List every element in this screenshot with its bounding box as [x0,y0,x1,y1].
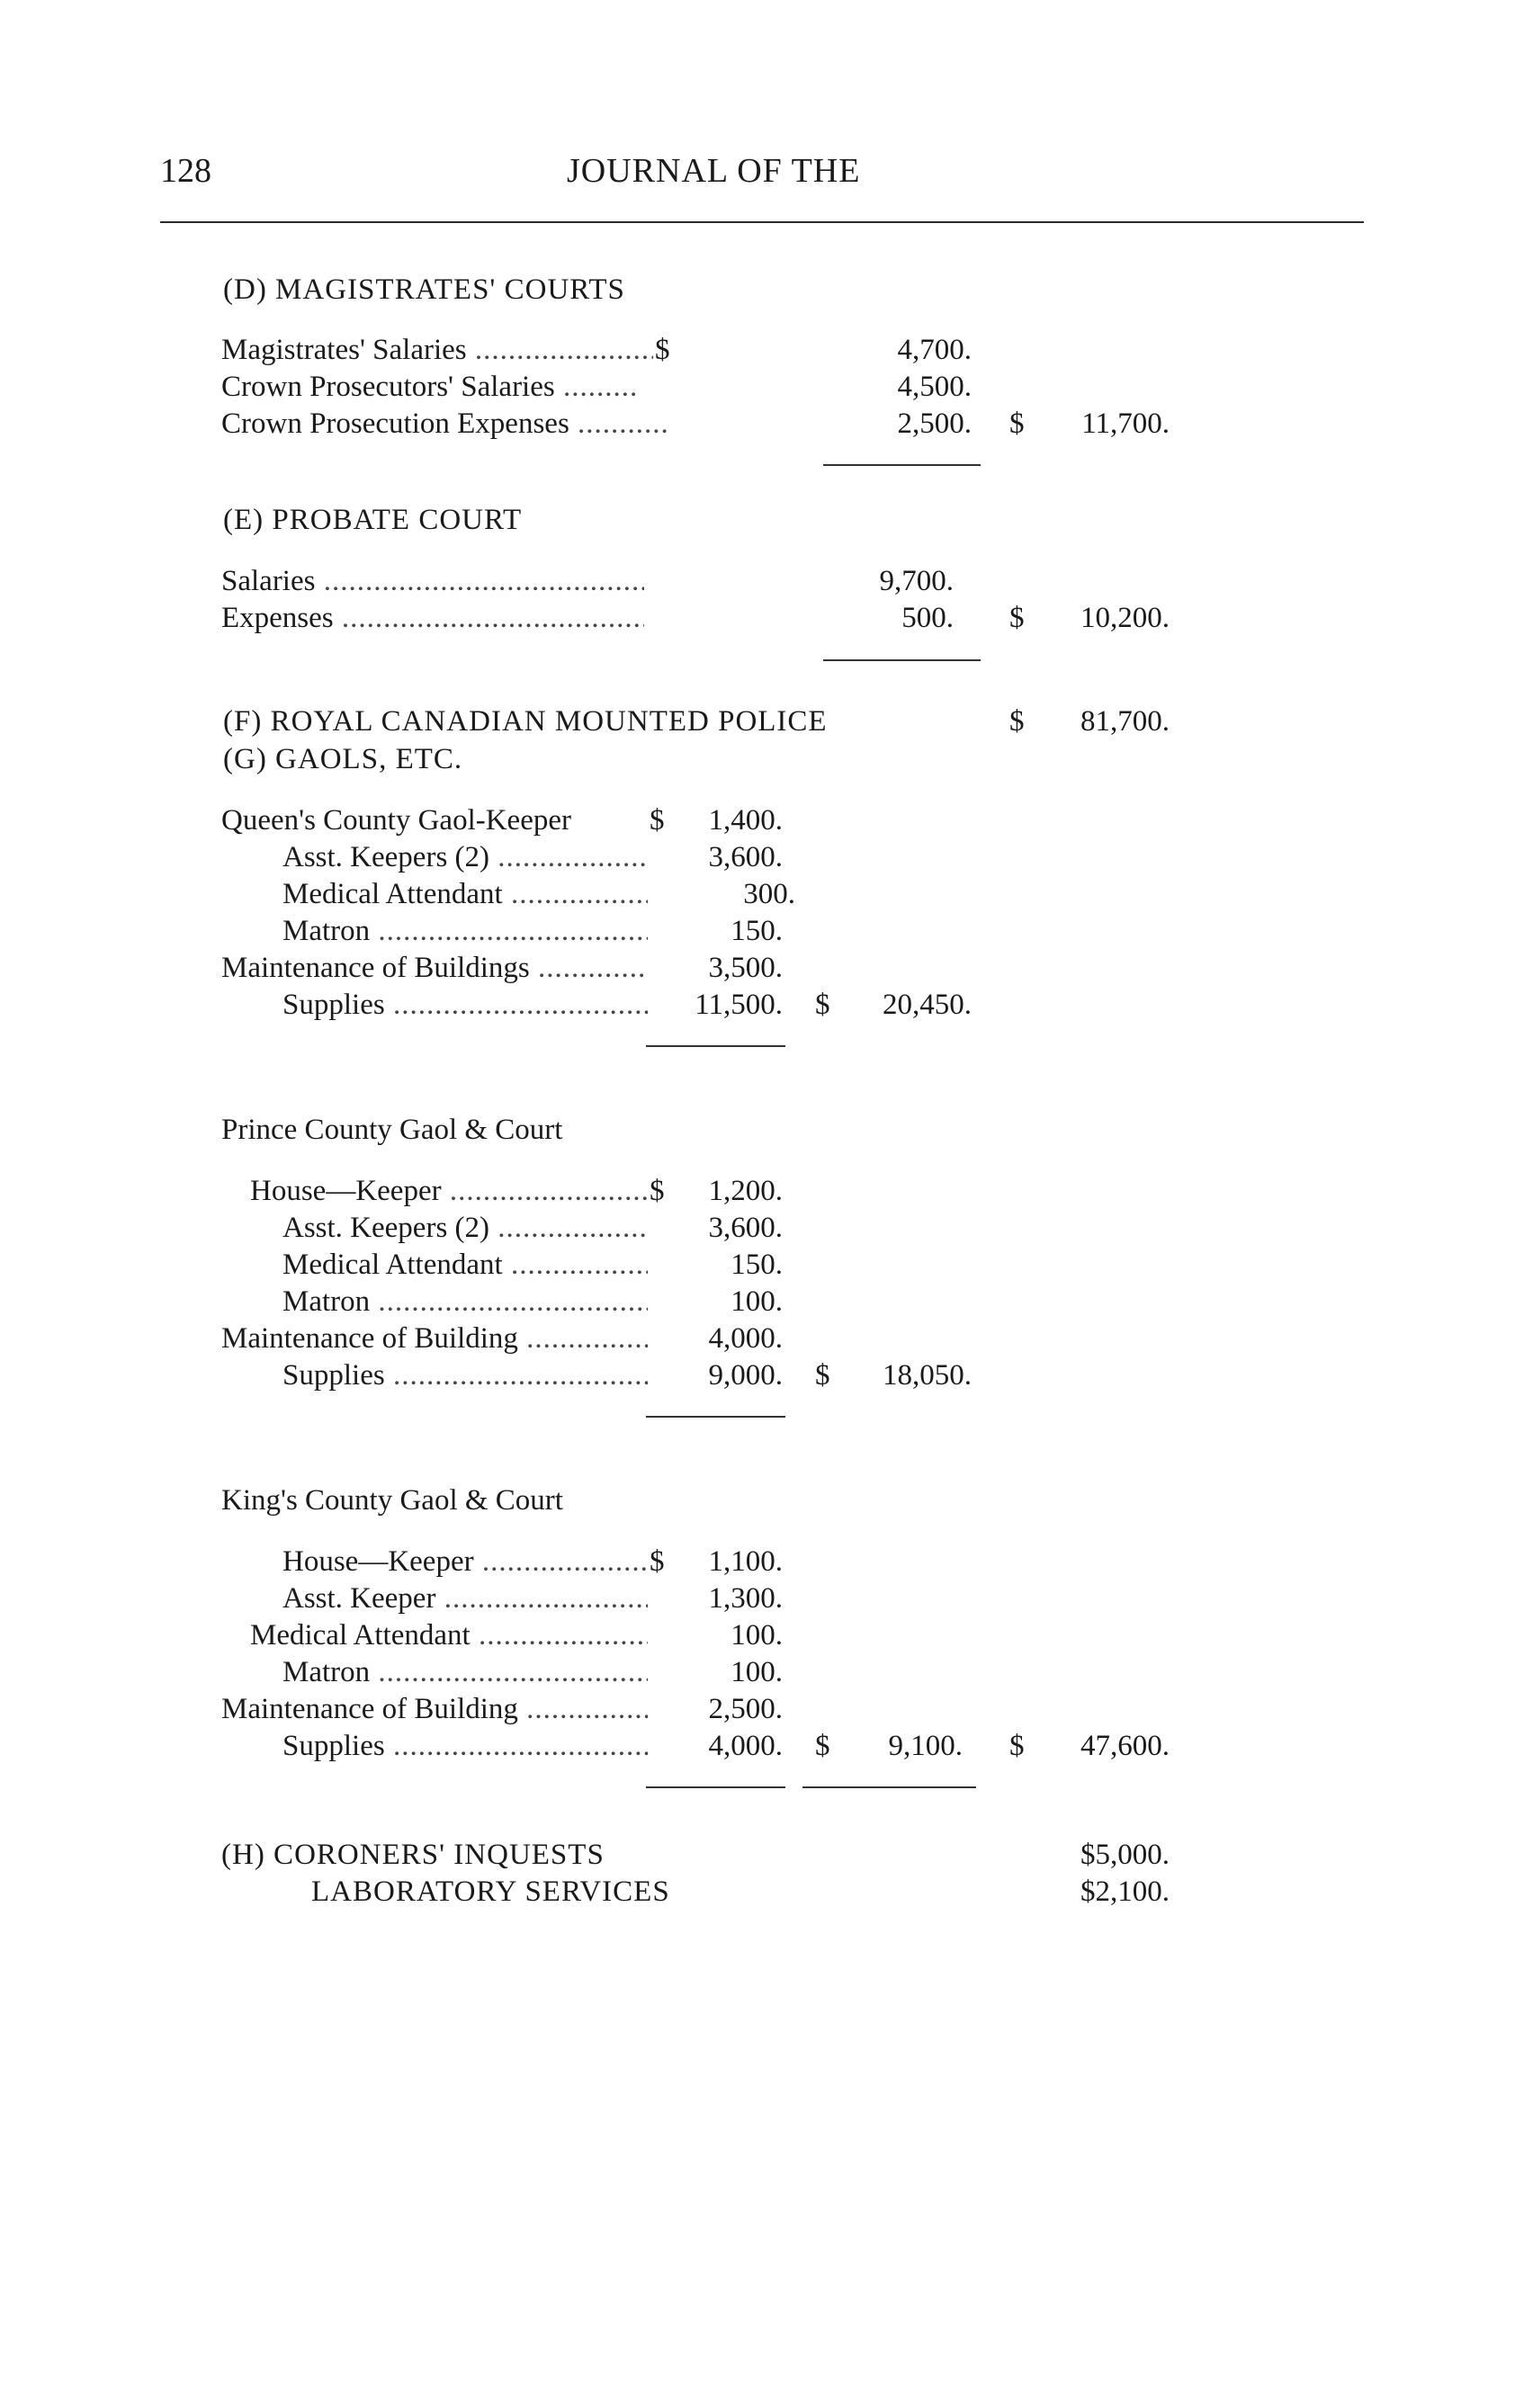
queens-row-amount: 3,500. [708,952,783,984]
kings-row-label: Asst. Keeper ..... [282,1582,648,1616]
prince-row-dollar: $ [650,1175,665,1207]
e-row-amount: 9,700. [879,565,954,597]
queens-row-label: Asst. Keepers (2) ..... [282,841,648,874]
page-number: 128 [160,152,211,190]
h-amount: $5,000. [1080,1839,1170,1871]
section-g-heading: (G) GAOLS, ETC. [223,743,463,775]
kings-row-label: Matron ..... [282,1656,648,1689]
e-sum-rule [823,659,981,661]
kings-row-label: Medical Attendant ..... [250,1619,648,1652]
queens-row-amount: 1,400. [708,804,783,837]
d-total: 11,700. [1081,407,1170,440]
prince-row-label: Medical Attendant ..... [282,1249,648,1282]
section-h-heading: (H) CORONERS' INQUESTS [221,1839,605,1871]
prince-row-label: Asst. Keepers (2) ..... [282,1212,648,1245]
prince-subtotal: 18,050. [883,1359,972,1392]
queens-row-label: Supplies ..... [282,989,648,1022]
d-total-dollar: $ [1009,407,1025,440]
queens-row-label: Queen's County Gaol-Keeper [221,804,571,837]
kings-row-amount: 100. [731,1656,783,1688]
kings-row-amount: 1,100. [708,1545,783,1578]
h-amount-2: $2,100. [1080,1875,1170,1908]
kings-row-amount: 1,300. [708,1582,783,1615]
prince-row-amount: 100. [731,1285,783,1318]
kings-subtotal: 9,100. [888,1730,963,1762]
kings-row-label: House—Keeper ..... [282,1545,648,1579]
queens-row-dollar: $ [650,804,665,837]
d-row-label: Magistrates' Salaries ..... [221,334,653,367]
d-row-label: Crown Prosecution Expenses ..... [221,407,671,441]
kings-subtotal-dollar: $ [815,1730,830,1762]
prince-heading: Prince County Gaol & Court [221,1114,563,1146]
e-total: 10,200. [1080,602,1170,634]
queens-row-label: Matron ..... [282,915,648,948]
queens-row-amount: 150. [731,915,783,947]
section-d-heading: (D) MAGISTRATES' COURTS [223,273,625,306]
e-row-amount: 500. [901,602,954,634]
section-e-heading: (E) PROBATE COURT [223,504,523,536]
queens-subtotal-dollar: $ [815,989,830,1021]
prince-subtotal-dollar: $ [815,1359,830,1392]
page-title: JOURNAL OF THE [567,152,861,190]
queens-sum-rule [646,1045,785,1047]
kings-total: 47,600. [1080,1730,1170,1762]
kings-row-amount: 100. [731,1619,783,1652]
prince-row-amount: 4,000. [708,1322,783,1355]
g-total-rule [802,1786,976,1788]
kings-row-label: Maintenance of Building ..... [221,1693,648,1726]
kings-total-dollar: $ [1009,1730,1025,1762]
kings-heading: King's County Gaol & Court [221,1484,563,1517]
d-row-label: Crown Prosecutors' Salaries ..... [221,371,635,404]
d-row-amount: 4,700. [897,334,972,366]
prince-row-label: House—Keeper ..... [250,1175,648,1208]
queens-row-amount: 11,500. [695,989,783,1021]
f-total: 81,700. [1080,705,1170,738]
prince-row-label: Matron ..... [282,1285,648,1319]
prince-row-amount: 1,200. [708,1175,783,1207]
d-row-amount: 4,500. [897,371,972,403]
prince-row-label: Supplies ..... [282,1359,648,1392]
prince-row-amount: 9,000. [708,1359,783,1392]
queens-row-amount: 3,600. [708,841,783,873]
e-row-label: Expenses ..... [221,602,644,635]
kings-sum-rule [646,1786,785,1788]
e-row-label: Salaries ..... [221,565,644,598]
queens-row-label: Maintenance of Buildings ..... [221,952,648,985]
kings-row-dollar: $ [650,1545,665,1578]
prince-sum-rule [646,1416,785,1418]
d-row-dollar: $ [655,334,670,366]
laboratory-heading: LABORATORY SERVICES [311,1875,670,1908]
kings-row-amount: 2,500. [708,1693,783,1725]
e-total-dollar: $ [1009,602,1025,634]
d-sum-rule [823,464,981,466]
header-rule [160,221,1364,223]
kings-row-label: Supplies ..... [282,1730,648,1763]
f-total-dollar: $ [1009,705,1025,738]
prince-row-amount: 3,600. [708,1212,783,1244]
section-f-heading: (F) ROYAL CANADIAN MOUNTED POLICE [223,705,828,738]
prince-row-amount: 150. [731,1249,783,1281]
d-row-amount: 2,500. [897,407,972,440]
prince-row-label: Maintenance of Building ..... [221,1322,648,1356]
kings-row-amount: 4,000. [708,1730,783,1762]
queens-subtotal: 20,450. [883,989,972,1021]
queens-row-amount: 300. [743,878,795,910]
queens-row-label: Medical Attendant ..... [282,878,648,911]
